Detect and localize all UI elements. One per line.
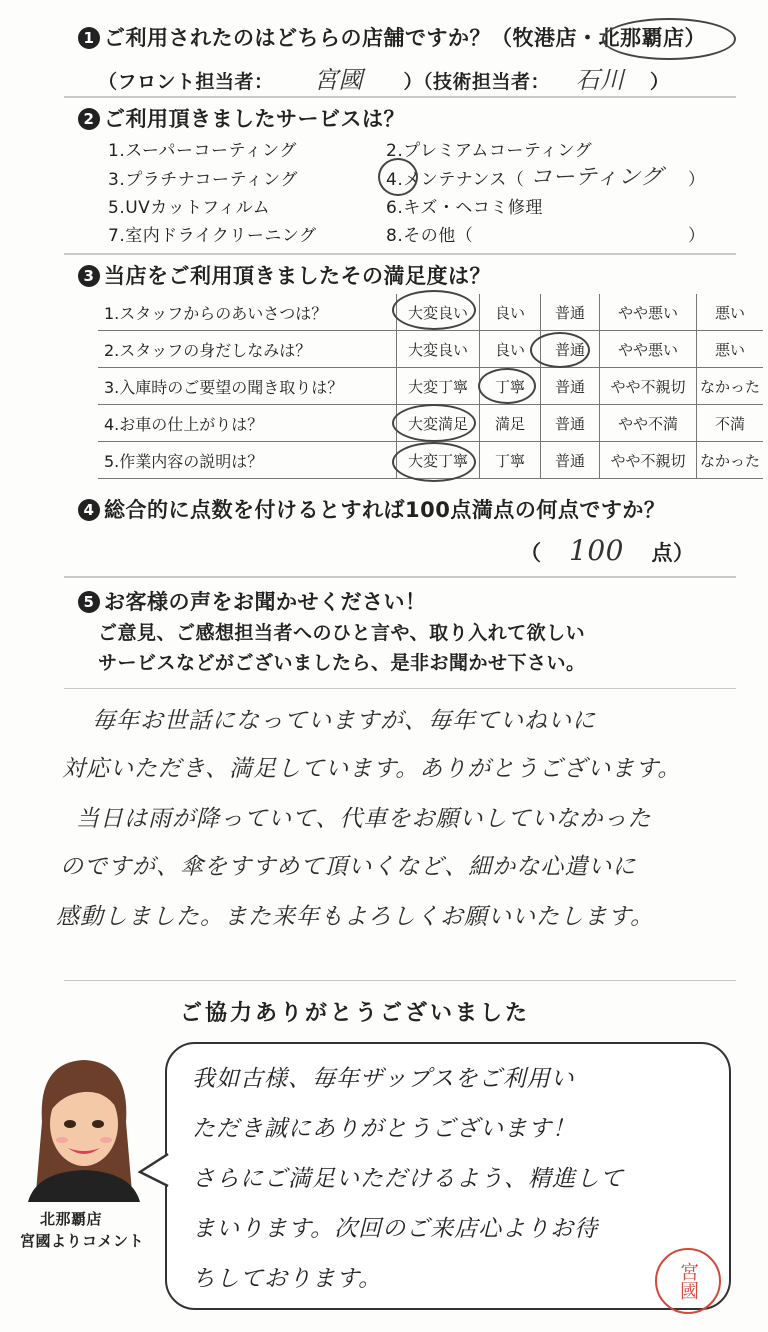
- q1-staff-line: [98, 60, 670, 95]
- row-option: 大変満足: [397, 405, 480, 442]
- row-option: 悪い: [697, 294, 764, 331]
- tech-label: ）（技術担当者：: [403, 71, 551, 93]
- comment-line-5: 感動しました。また来年もよろしくお願いいたします。: [56, 904, 655, 930]
- row-option: 良い: [480, 331, 541, 368]
- row-option: 丁寧: [480, 442, 541, 479]
- bubble-tail: [136, 1150, 170, 1190]
- reply-line-3: さらにご満足いただけるよう、精進して: [192, 1166, 624, 1192]
- q4-score-line: [520, 534, 695, 567]
- row-option: 大変良い: [397, 331, 480, 368]
- row-option: やや悪い: [600, 294, 697, 331]
- q3-number: 3: [78, 265, 100, 287]
- avatar: [28, 1052, 140, 1202]
- q1-selected-store: 北那覇店: [598, 26, 685, 50]
- q5-sub-1: ご意見、ご感想担当者へのひと言や、取り入れて欲しい: [98, 622, 586, 644]
- row-question: 2.スタッフの身だしなみは？: [98, 331, 397, 368]
- reply-line-4: まいります。次回のご来店心よりお待: [192, 1216, 599, 1242]
- row-option: 普通: [541, 331, 600, 368]
- row-option: 大変良い: [397, 294, 480, 331]
- row-option: やや悪い: [600, 331, 697, 368]
- row-option: 丁寧: [480, 368, 541, 405]
- tech-close: ）: [650, 71, 670, 93]
- row-question: 3.入庫時のご要望の聞き取りは？: [98, 368, 397, 405]
- staff-store: 北那覇店: [40, 1210, 103, 1228]
- maintenance-note: コーティング: [530, 165, 663, 190]
- answer-circle-2: [530, 332, 590, 368]
- row-question: 4.お車の仕上がりは？: [98, 405, 397, 442]
- row-option: なかった: [697, 368, 764, 405]
- comment-rule-1: [64, 688, 736, 689]
- q4-score: 100: [569, 534, 624, 567]
- q2-heading: [78, 103, 405, 133]
- row-question: 1.スタッフからのあいさつは？: [98, 294, 397, 331]
- q2-text: ご利用頂きましたサービスは？: [104, 107, 405, 131]
- q4-text: 総合的に点数を付けるとすれば100点満点の何点ですか？: [104, 498, 666, 522]
- q5-text: お客様の声をお聞かせください！: [104, 590, 427, 614]
- answer-circle-3: [478, 368, 536, 404]
- q5-heading: [78, 586, 427, 616]
- service-4-close: ）: [688, 170, 706, 190]
- stamp-text: 宮國: [677, 1262, 699, 1300]
- q2-number: 2: [78, 108, 100, 130]
- service-6: 6.キズ・ヘコミ修理: [386, 198, 543, 218]
- divider-1: [64, 96, 736, 98]
- service-3: 3.プラチナコーティング: [108, 170, 298, 190]
- q4-unit: 点）: [651, 541, 695, 565]
- reply-line-1: 我如古様、毎年ザップスをご利用い: [192, 1066, 575, 1092]
- q3-text: 当店をご利用頂きましたその満足度は？: [104, 264, 491, 288]
- tech-name: 石川: [575, 66, 625, 94]
- answer-circle-5: [392, 442, 476, 482]
- q3-heading: [78, 260, 491, 290]
- q1-store-circle: [602, 18, 736, 60]
- q4-number: 4: [78, 499, 100, 521]
- row-option: やや不満: [600, 405, 697, 442]
- service-4: 4.メンテナンス（: [386, 170, 525, 190]
- row-option: 大変丁寧: [397, 442, 480, 479]
- table-row: [98, 368, 763, 405]
- staff-caption: 宮國よりコメント: [20, 1232, 145, 1250]
- row-option: やや不親切: [600, 442, 697, 479]
- row-option: 大変丁寧: [397, 368, 480, 405]
- reply-line-2: ただき誠にありがとうございます！: [192, 1116, 576, 1142]
- row-option: 悪い: [697, 331, 764, 368]
- front-name: 宮國: [314, 66, 364, 94]
- row-option: なかった: [697, 442, 764, 479]
- service-8: 8.その他（: [386, 226, 474, 246]
- row-option: 普通: [541, 405, 600, 442]
- q1-text: ご利用されたのはどちらの店舗ですか？（牧港店・: [104, 26, 599, 50]
- service-5: 5.UVカットフィルム: [108, 198, 271, 218]
- answer-circle-1: [392, 290, 476, 330]
- row-question: 5.作業内容の説明は？: [98, 442, 397, 479]
- row-option: 普通: [541, 368, 600, 405]
- row-option: 普通: [541, 442, 600, 479]
- service-1: 1.スーパーコーティング: [108, 141, 297, 161]
- divider-2: [64, 253, 736, 255]
- q5-number: 5: [78, 591, 100, 613]
- row-option: 良い: [480, 294, 541, 331]
- row-option: やや不親切: [600, 368, 697, 405]
- service-2: 2.プレミアムコーティング: [386, 141, 593, 161]
- comment-line-4: のですが、傘をすすめて頂いくなど、細かな心遣いに: [60, 854, 637, 880]
- divider-3: [64, 576, 736, 578]
- comment-line-3: 当日は雨が降っていて、代車をお願いしていなかった: [76, 806, 652, 832]
- table-row: [98, 331, 763, 368]
- reply-line-5: ちしております。: [192, 1266, 383, 1292]
- row-option: 不満: [697, 405, 764, 442]
- name-stamp: [655, 1248, 721, 1314]
- q5-sub-2: サービスなどがございましたら、是非お聞かせ下さい。: [98, 652, 586, 674]
- service-4-circle: [378, 158, 418, 196]
- row-option: 満足: [480, 405, 541, 442]
- comment-rule-2: [64, 980, 736, 981]
- q4-open: （: [520, 541, 542, 565]
- q1-number: 1: [78, 27, 100, 49]
- service-7: 7.室内ドライクリーニング: [108, 226, 317, 246]
- comment-line-1: 毎年お世話になっていますが、毎年ていねいに: [92, 708, 596, 734]
- answer-circle-4: [392, 404, 476, 442]
- service-8-close: ）: [688, 226, 706, 246]
- front-label: （フロント担当者：: [98, 71, 274, 93]
- row-option: 普通: [541, 294, 600, 331]
- q4-heading: [78, 494, 665, 524]
- comment-line-2: 対応いただき、満足しています。ありがとうございます。: [62, 756, 682, 782]
- q1-close: ）: [684, 26, 706, 50]
- thanks-text: ご協力ありがとうございました: [180, 1001, 531, 1026]
